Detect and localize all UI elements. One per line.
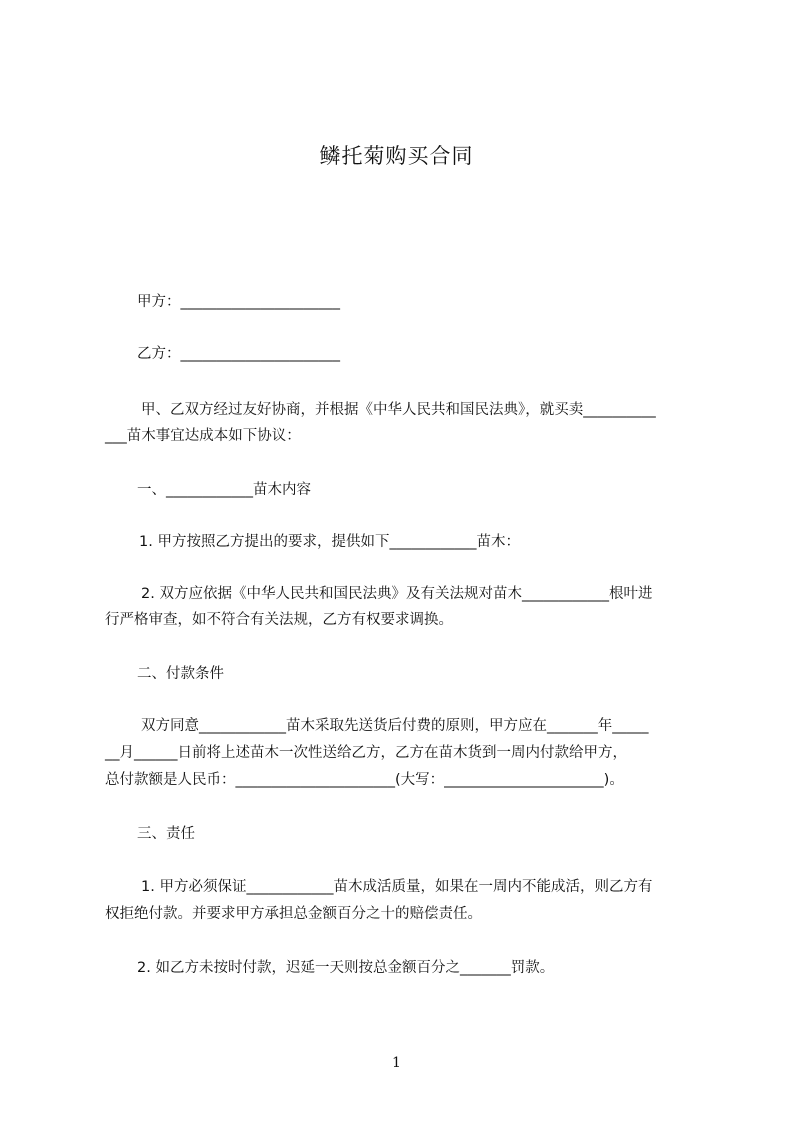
section-1-item-2-line-2: 行严格审查，如不符合有关法规，乙方有权要求调换。	[105, 612, 453, 628]
section-3-heading: 三、责任	[137, 826, 195, 842]
intro-line-2: ___苗木事宜达成本如下协议：	[105, 428, 301, 444]
section-2-line-3: 总付款额是人民币：______________________(大写：______________________)。	[105, 772, 624, 788]
contract-title: 鳞托菊购买合同	[319, 144, 474, 168]
section-1-heading: 一、____________苗木内容	[137, 482, 311, 498]
page-number: 1	[392, 1055, 401, 1071]
section-2-heading: 二、付款条件	[137, 666, 224, 682]
party-b-line: 乙方：______________________	[137, 346, 340, 362]
section-1-item-2-line-1: 2. 双方应依据《中华人民共和国民法典》及有关法规对苗木____________根叶进	[141, 586, 653, 602]
section-1-item-1: 1. 甲方按照乙方提出的要求，提供如下____________苗木：	[139, 534, 520, 550]
section-2-line-1: 双方同意____________苗木采取先送货后付费的原则，甲方应在_______年_____	[141, 718, 649, 734]
section-3-item-2: 2. 如乙方未按时付款，迟延一天则按总金额百分之_______罚款。	[137, 960, 555, 976]
section-2-line-2: __月______日前将上述苗木一次性送给乙方，乙方在苗木货到一周内付款给甲方，	[105, 745, 627, 761]
party-a-line: 甲方：______________________	[137, 294, 340, 310]
intro-line-1: 甲、乙双方经过友好协商，并根据《中华人民共和国民法典》，就买卖__________	[141, 402, 656, 418]
section-3-item-1-line-1: 1. 甲方必须保证____________苗木成活质量，如果在一周内不能成活，则乙方有	[141, 879, 653, 895]
section-3-item-1-line-2: 权拒绝付款。并要求甲方承担总金额百分之十的赔偿责任。	[105, 906, 482, 922]
